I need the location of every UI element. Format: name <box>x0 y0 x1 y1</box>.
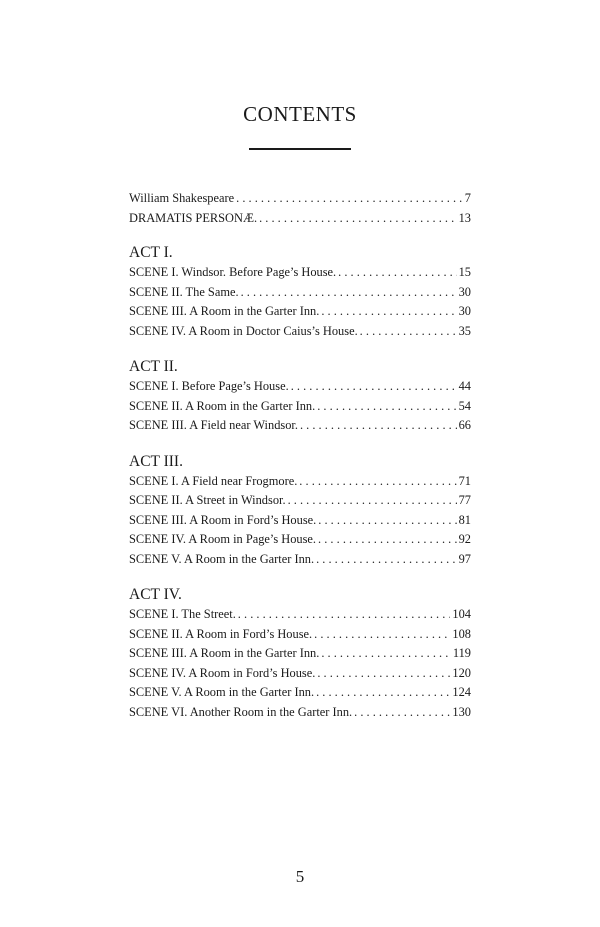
toc-entry[interactable] <box>129 605 471 625</box>
toc-entry[interactable] <box>129 377 471 397</box>
toc-entry[interactable] <box>129 209 471 229</box>
toc-entry-page: 119 <box>452 646 471 660</box>
toc-entry-label: SCENE VI. Another Room in the Garter Inn. <box>129 704 353 719</box>
toc-entry[interactable] <box>129 263 471 283</box>
page-title: CONTENTS <box>243 102 357 126</box>
toc-entry-label: SCENE V. A Room in the Garter Inn. <box>129 551 315 566</box>
dot-leader <box>321 644 451 664</box>
toc-entry-label: SCENE II. A Room in the Garter Inn. <box>129 398 316 413</box>
toc-entry-page: 108 <box>452 626 471 641</box>
dot-leader <box>318 511 456 531</box>
toc-entry-label: SCENE IV. A Room in Page’s House. <box>129 532 317 546</box>
table-of-contents <box>129 189 471 722</box>
toc-entry[interactable] <box>129 189 471 209</box>
title-underline <box>249 148 351 150</box>
toc-entry[interactable] <box>129 550 471 570</box>
toc-entry-page: 66 <box>458 418 471 432</box>
dot-leader <box>318 530 457 550</box>
dot-leader <box>291 377 457 397</box>
toc-entry[interactable] <box>129 472 471 492</box>
toc-entry-label: SCENE I. Windsor. Before Page’s House. <box>129 265 337 279</box>
toc-entry-page: 71 <box>458 473 471 488</box>
dot-leader <box>299 472 456 492</box>
toc-entry-page: 30 <box>458 304 471 318</box>
toc-entry-label: SCENE I. Before Page’s House. <box>129 379 289 393</box>
front-matter-section <box>129 189 471 228</box>
toc-entry[interactable] <box>129 491 471 511</box>
toc-entry-label: SCENE II. A Room in Ford’s House. <box>129 626 313 641</box>
toc-entry-label: SCENE III. A Room in Ford’s House. <box>129 512 317 527</box>
toc-entry-label: SCENE III. A Field near Windsor. <box>129 418 298 432</box>
toc-entry-label: SCENE II. The Same. <box>129 284 239 299</box>
dot-leader <box>354 703 450 723</box>
act-1-section <box>129 243 471 341</box>
toc-entry-label: SCENE IV. A Room in Ford’s House. <box>129 665 316 680</box>
dot-leader <box>338 263 456 283</box>
toc-entry-page: 30 <box>458 284 471 299</box>
act-heading: ACT III. <box>129 452 183 470</box>
toc-entry-label: SCENE V. A Room in the Garter Inn. <box>129 685 315 699</box>
toc-entry[interactable] <box>129 683 471 703</box>
dot-leader <box>288 491 457 511</box>
toc-entry[interactable] <box>129 644 471 664</box>
toc-entry[interactable] <box>129 416 471 436</box>
toc-entry-page: 15 <box>458 265 471 279</box>
toc-entry-label: SCENE IV. A Room in Doctor Caius’s House. <box>129 323 358 338</box>
dot-leader <box>360 322 457 342</box>
toc-entry-page: 120 <box>452 665 471 680</box>
toc-entry-page: 77 <box>458 493 471 507</box>
toc-entry[interactable] <box>129 511 471 531</box>
toc-entry-label: William Shakespeare <box>129 191 235 205</box>
toc-entry-page: 97 <box>458 551 471 566</box>
toc-entry-label: SCENE III. A Room in the Garter Inn. <box>129 304 320 318</box>
toc-entry-label: SCENE I. The Street. <box>129 607 236 621</box>
toc-entry[interactable] <box>129 283 471 303</box>
toc-entry[interactable] <box>129 625 471 645</box>
act-heading: ACT II. <box>129 358 178 375</box>
toc-entry[interactable] <box>129 397 471 417</box>
toc-entry-page: 35 <box>458 323 471 338</box>
toc-entry[interactable] <box>129 530 471 550</box>
toc-entry[interactable] <box>129 302 471 322</box>
dot-leader <box>241 283 457 303</box>
dot-leader <box>236 189 463 209</box>
toc-entry-page: 7 <box>464 191 471 205</box>
act-4-section <box>129 585 471 722</box>
dot-leader <box>259 209 457 229</box>
dot-leader <box>316 683 450 703</box>
toc-entry[interactable] <box>129 664 471 684</box>
toc-entry-page: 92 <box>458 532 471 546</box>
toc-entry-page: 44 <box>458 379 471 393</box>
toc-entry-page: 81 <box>458 512 471 527</box>
dot-leader <box>314 625 450 645</box>
dot-leader <box>300 416 457 436</box>
toc-entry[interactable] <box>129 703 471 723</box>
dot-leader <box>238 605 451 625</box>
dot-leader <box>316 550 457 570</box>
toc-entry-label: SCENE II. A Street in Windsor. <box>129 493 286 507</box>
toc-entry-page: 104 <box>452 607 471 621</box>
toc-entry-page: 124 <box>452 685 471 699</box>
dot-leader <box>321 302 456 322</box>
toc-entry-label: SCENE I. A Field near Frogmore. <box>129 473 298 488</box>
toc-entry-label: SCENE III. A Room in the Garter Inn. <box>129 646 320 660</box>
toc-entry-page: 54 <box>458 398 471 413</box>
act-heading: ACT I. <box>129 244 173 261</box>
toc-entry-page: 130 <box>452 704 471 719</box>
dot-leader <box>317 664 450 684</box>
page-number: 5 <box>295 867 305 886</box>
dot-leader <box>317 397 456 417</box>
act-3-section <box>129 452 471 570</box>
act-2-section <box>129 357 471 436</box>
act-heading: ACT IV. <box>129 586 182 603</box>
toc-entry-page: 13 <box>458 210 471 225</box>
toc-entry[interactable] <box>129 322 471 342</box>
toc-entry-label: DRAMATIS PERSONÆ. <box>129 210 258 225</box>
